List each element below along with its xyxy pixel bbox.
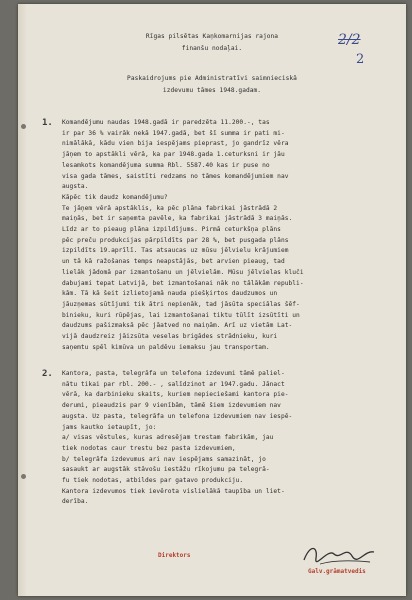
text-line: vijā daudzreiz jāizsūta veselas brigādes strādnieku, kuri bbox=[62, 333, 278, 340]
text-line: ir par 36 % vairāk nekā 1947.gadā, bet šī summa ir pati mi- bbox=[62, 129, 285, 137]
text-line: jams kautko ietaupīt, jo: bbox=[62, 423, 157, 431]
text-line: izpildīts 19.aprīlī. Tas atsaucas uz mūsu jēlvielu krājumiem bbox=[62, 247, 289, 255]
text-line: lesamkots komandējuma summa Rbl. 5587.40 kas ir puse no bbox=[62, 161, 270, 169]
handwritten-page-number-crossed: 2/2 bbox=[338, 32, 361, 48]
text-line: tiek nodotas caur trestu bez pasta izdevumiem, bbox=[62, 444, 236, 452]
text-line: un tā kā ražošanas temps neapstājās, bet arvien pieaug, tad bbox=[62, 258, 285, 266]
text-line: Te jāņem vērā apstāklis, ka pēc plāna fabrikai jāstrādā 2 bbox=[62, 204, 278, 212]
text-line: saņemtu spēl kimūva un paldēvu iemaksu jau transportam. bbox=[62, 343, 270, 351]
text-line: Komandējumu naudas 1948.gadā ir paredzēta 11.200.-, tas bbox=[62, 119, 270, 126]
section-2-number: 2. bbox=[42, 369, 53, 379]
text-line: jāņem to apstākli vērā, ka par 1948.gada 1.ceturksni ir jāu bbox=[62, 151, 285, 159]
handwritten-signature bbox=[300, 538, 380, 568]
text-line: sasaukt ar augstāk stāvošu iestāžu rīkojumu pa telegrā- bbox=[62, 466, 270, 474]
text-line: Kantora, pasta, telegrāfa un telefona izdevumi tāmē paliel- bbox=[62, 370, 285, 377]
text-line: vērā, ka darbinieku skaits, kuriem nepieciešami kantora pie- bbox=[62, 391, 289, 399]
document-title-line-2: izdevumu tāmes 1948.gadam. bbox=[162, 87, 262, 94]
text-line: augsta. Uz pasta, telegrāfa un telefona izdevumiem nav iespē- bbox=[62, 412, 293, 420]
text-line: visa gada tāmes, saistīti redzams no tāmes komandējumiem nav bbox=[62, 172, 289, 180]
accountant-stamp: Galv.grāmatvedis bbox=[308, 568, 366, 575]
document-page bbox=[18, 4, 406, 596]
document-title-line-1: Paskaidrojums pie Administratīvi saimnieciskā bbox=[127, 75, 297, 82]
text-line: jāuzņemas sūtījumi tik ātri nepienāk, tad jāsūta speciālas šēf- bbox=[62, 300, 300, 308]
text-line: Kantora izdevumos tiek ievērota vislielākā taupība un liet- bbox=[62, 487, 285, 495]
text-line: pēc preču produkcijas pārpildīts par 28 %, bet pusgada plāns bbox=[62, 236, 289, 244]
text-line: a/ visas vēstules, kuras adresējam trestam fabrikām, jau bbox=[62, 434, 274, 442]
text-line: kām. Tā kā šeit izlietojamā nauda piešķirtos daudzumos un bbox=[62, 290, 278, 298]
addressee-line-2: finanšu nodaļai. bbox=[181, 45, 243, 52]
text-line: nimālākā, kādu vien bija iespējams pieprast, jo gandrīz vēra bbox=[62, 140, 289, 148]
text-line: b/ telegrāfa izdevumus ari nav iespējams samazināt, jo bbox=[62, 455, 266, 463]
text-line: Līdz ar to pieaug plāna izpildījums. Pirmā ceturkšņa plāns bbox=[62, 226, 281, 233]
text-line: daudzums pašizmaksā pēc jāatved no maiņām. Arī uz vietām Lat- bbox=[62, 322, 293, 330]
text-line: fu tiek nodotas, atbildes par gatavo produkciju. bbox=[62, 477, 244, 484]
text-line: maiņās, bet ir saņemta pavēle, ka fabrikai jāstrādā 3 maiņās. bbox=[62, 215, 293, 223]
text-line: binieku, kuri rūpējas, lai izmantošanai tiktu tūlīt izsūtīti un bbox=[62, 311, 300, 319]
handwritten-page-number: 2 bbox=[356, 52, 365, 67]
text-line: dabujami tepat Latvijā, bet izmantošanai nāk no tālākām republi- bbox=[62, 279, 304, 287]
director-stamp: Direktors bbox=[158, 552, 191, 559]
addressee-line-1: Rīgas pilsētas Kaņkomarnijas rajona bbox=[145, 33, 279, 40]
text-line: Kāpēc tik daudz komandējumu? bbox=[62, 193, 168, 201]
punch-hole bbox=[21, 474, 26, 479]
punch-hole bbox=[21, 124, 26, 129]
section-1-number: 1. bbox=[42, 118, 53, 128]
text-line: nātu tikai par rbl. 200.- , salīdzinot ar 1947.gadu. Jānact bbox=[62, 380, 285, 388]
text-line: derumi, pieaudzis par 9 vienībām, tāmē šiem izdevumiem nav bbox=[62, 402, 281, 410]
text-line: lielāk jādomā par izmantošanu un jēlvielām. Mūsu jēlvielas kluči bbox=[62, 268, 304, 276]
text-line: augsta. bbox=[62, 183, 89, 191]
text-line: derība. bbox=[62, 498, 89, 506]
